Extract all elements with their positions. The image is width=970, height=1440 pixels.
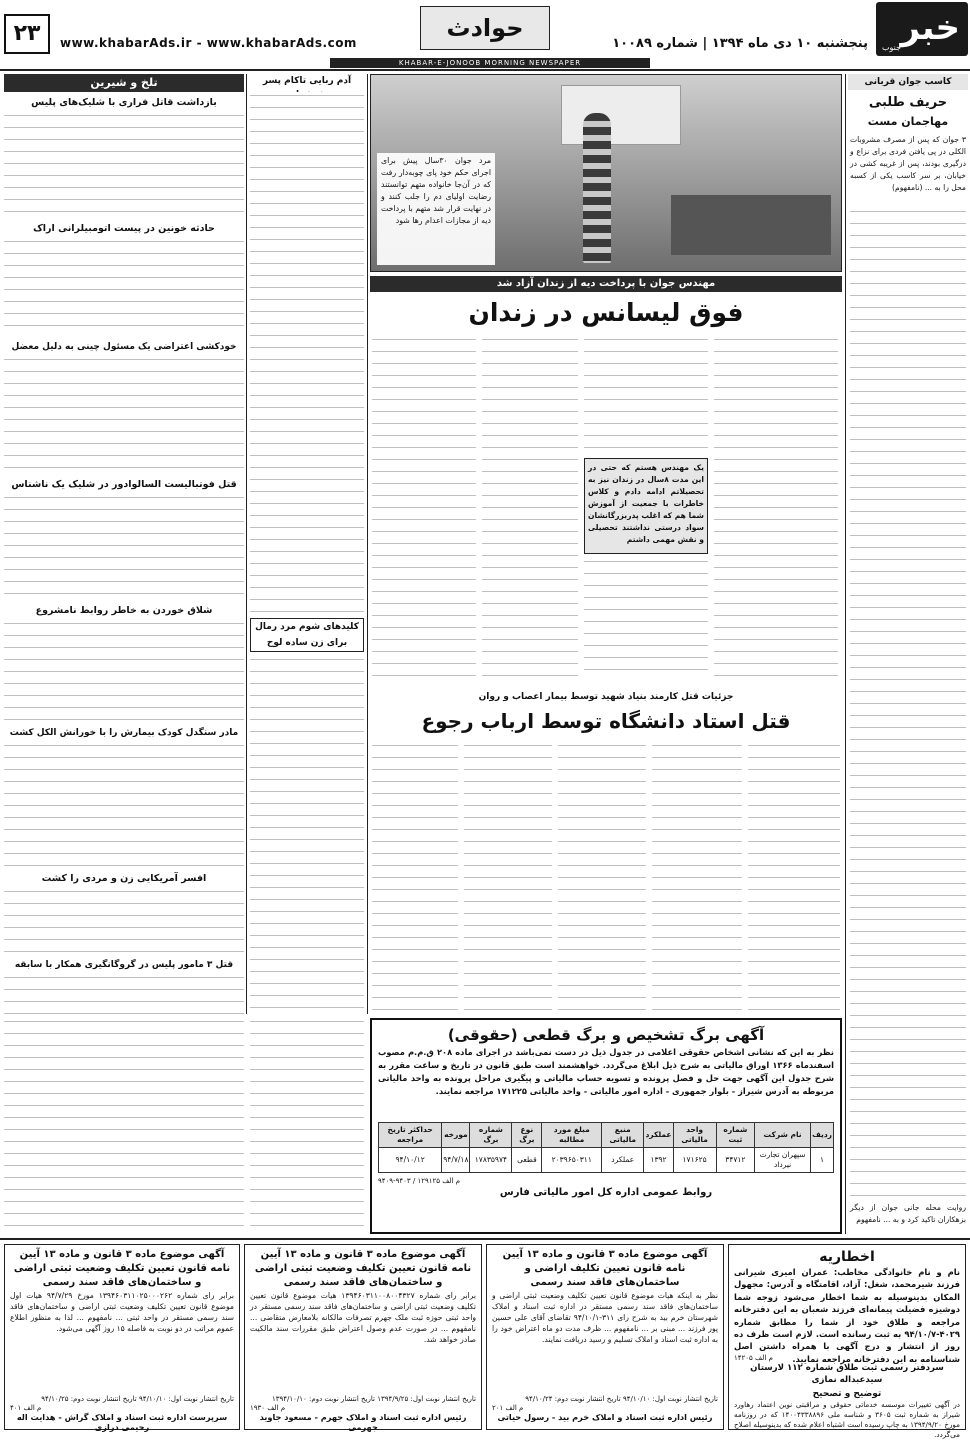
main-col-1 [714, 336, 838, 676]
ad-registry-gerash [4, 1244, 240, 1430]
english-name-bar [330, 58, 650, 68]
ad-dates: تاریخ انتشار نوبت اول: ۹۴/۱۰/۱۰ تاریخ انتشار نوبت دوم: ۹۴/۱۰/۲۴ [525, 1395, 718, 1403]
right-body-end: روایت محله جانی جوان از دیگر بزهکاران تاکید کرد و به ... نامفهوم [850, 1203, 966, 1224]
left-item-title: حادثه خونین در پیست اتومبیلرانی اراک [33, 223, 215, 234]
ad-notice-correction-body: در آگهی تغییرات موسسه خدماتی حقوقی و مراقبتی نوین اعتماد رهاورد شیراز به شماره ثبت ۳۶۰۵ و شناسه ملی ۱۴۰۰۴۳۳۸۸۹۶ که در روزنامه مورخ ۱۳۹۴/۹/۲۰ به چاپ رسیده است اشتباه اعلام شده که بدینوسیله اصلاح می‌گردد. [734, 1400, 960, 1439]
ad-body: نظر به اینکه هیات موضوع قانون تعیین تکلیف وضعیت ثبتی اراضی و ساختمان‌های فاقد سند رسمی مستقر در اداره ثبت اسناد و املاک شهرستان خرم بید به شرح رای ۳۱۱-۹۴/۱۰/۱ تقاضای آقای علی حسین پور فرزند ... مبنی بر ... نامفهوم ... ظرف مدت دو ماه اعتراض خود را به اداره ثبت اسناد و املاک تسلیم و رسید دریافت نمایند. [492, 1291, 718, 1344]
main-headline: فوق لیسانس در زندان [468, 298, 744, 327]
ad-title: آگهی موضوع ماده ۳ قانون و ماده ۱۳ آیین نامه قانون تعیین تکلیف وضعیت ثبتی اراضی و ساختمان‌های فاقد سند رسمی [13, 1249, 231, 1288]
left-item-body [4, 356, 244, 472]
col-header: منبع مالیاتی [602, 1123, 644, 1148]
right-title-1: حریف طلبی [868, 95, 948, 110]
main-story [370, 74, 842, 684]
right-kicker: کاسب جوان قربانی [848, 74, 968, 90]
col-header: شماره برگ [470, 1123, 512, 1148]
ad-signature: رئیس اداره ثبت اسناد و املاک جهرم - مسعود جاوید جهرمی [259, 1412, 467, 1432]
table-cell: ۹۴/۱۰/۱۲ [379, 1148, 442, 1173]
right-column [848, 74, 968, 1234]
tax-table-header-row [379, 1123, 834, 1148]
table-cell: ۱۷۸۳۵۹۷۴ [470, 1148, 512, 1173]
left-item-title: قتل فوتبالیست السالوادور در شلیک یک ناشناس [11, 479, 237, 490]
table-cell: ۱۳۹۲ [644, 1148, 673, 1173]
middle-left-text [250, 92, 364, 612]
photo-figure [583, 113, 611, 263]
tax-ad-title: آگهی برگ تشخیص و برگ قطعی (حقوقی) [447, 1026, 765, 1044]
ad-body: برابر رای شماره ۱۳۹۴۶۰۳۱۱۰۰۸۰۰۴۳۲۷ هیات موضوع قانون تعیین تکلیف وضعیت ثبتی اراضی و ساختمان‌های فاقد سند رسمی مستقر در واحد ثبتی حوزه ثبت ملک جهرم تصرفات مالکانه بلامعارض متقاضی ... نامفهوم ... در صورت عدم وصول اعتراض طبق مقررات سند مالکیت صادر خواهد شد. [250, 1291, 476, 1344]
col-header: مبلغ مورد مطالبه [542, 1123, 602, 1148]
second-col-5 [372, 742, 458, 1014]
photo-window [561, 85, 681, 145]
left-item-body [4, 974, 244, 1014]
logo-text: خبر [900, 8, 960, 48]
ad-body: برابر رای شماره ۱۳۹۴۶۰۳۱۱۰۲۵۰۰۰۲۶۲ مورخ ۹۴/۷/۲۹ هیات اول موضوع قانون تعیین تکلیف وضعیت ثبتی اراضی و ساختمان‌های فاقد سند رسمی مستقر در واحد ثبتی ... نامفهوم ... لذا به منظور اطلاع عموم مراتب در دو نوبت به فاصله ۱۵ روز آگهی می‌شود. [10, 1291, 234, 1333]
second-kicker: جزئیات قتل کارمند بنیاد شهید توسط بیمار اعصاب و روان [478, 692, 734, 702]
second-story [370, 690, 842, 1020]
main-col-3 [482, 336, 578, 676]
col-header: واحد مالیاتی [673, 1123, 716, 1148]
left-item-body [4, 494, 244, 598]
col-header: ردیف [811, 1123, 834, 1148]
col-header: مورخه [442, 1123, 470, 1148]
left-item-body [4, 620, 244, 720]
left-item-body [4, 888, 244, 952]
ad-dates: تاریخ انتشار نوبت اول: ۹۴/۱۰/۱۰ تاریخ انتشار نوبت دوم: ۹۴/۱۰/۲۵ [41, 1395, 234, 1403]
ad-notice-title: اخطاریه [819, 1249, 875, 1265]
left-item-title: شلاق خوردن به خاطر روابط نامشروع [35, 605, 213, 616]
col-header: نام شرکت [755, 1123, 811, 1148]
second-col-2 [652, 742, 742, 1014]
col-header: عملکرد [644, 1123, 673, 1148]
ad-registry-jahrom [244, 1244, 482, 1430]
left-column [4, 74, 244, 1014]
ad-code: م الف ۲۰۱ [492, 1404, 524, 1412]
ad-code: م الف ۴۰۱ [10, 1404, 42, 1412]
col-header: شماره ثبت [716, 1123, 754, 1148]
left-item-body [4, 112, 244, 216]
left-item-title: بازداشت قاتل فراری با شلیک‌های پلیس [31, 97, 217, 108]
tax-ad [370, 1018, 842, 1234]
main-col-2a [584, 336, 708, 454]
masthead-rule [0, 69, 970, 71]
left-item-title: افسر آمریکایی زن و مردی را کشت [41, 873, 207, 884]
ad-registry-khorrambid [486, 1244, 724, 1430]
table-cell: ۱۷۱۶۲۵ [673, 1148, 716, 1173]
right-title-2: مهاجمان مست [867, 115, 949, 128]
ad-notice-signature: سردفتر رسمی ثبت طلاق شماره ۱۱۲ لارستان سیدعبداله نمازی [750, 1363, 944, 1385]
left-continuation [4, 1018, 244, 1234]
table-cell: ۱ [811, 1148, 834, 1173]
table-cell: عملکرد [602, 1148, 644, 1173]
english-name: KHABAR-E-JONOOB MORNING NEWSPAPER [398, 59, 582, 67]
ad-title: آگهی موضوع ماده ۳ قانون و ماده ۱۳ آیین نامه قانون تعیین تکلیف وضعیت ثبتی اراضی و ساختمان‌های فاقد سند رسمی [254, 1249, 472, 1288]
main-photo [370, 74, 842, 272]
main-col-2b [584, 558, 708, 676]
photo-table [671, 195, 831, 255]
right-body-start: ۳ جوان که پس از مصرف مشروبات الکلی در پی یافتن فردی برای نزاع و درگیری بودند، پس از غریبه کشی در خیابان، بر سر کاسب یکی از کسبه محل را به ... (نامفهوم) [850, 135, 966, 192]
main-pullquote: یک مهندس هستم که حتی در این مدت ۸سال در زندان نیز به تحصیلاتم ادامه دادم و کلاس خاطرات با جمعیت از آموزش شما هم که اغلب پدربزرگانشان سواد درستی نداشتند تحصیلی و نقش مهمی داشتم [584, 458, 708, 554]
table-cell: سپهران تجارت نیرداد [755, 1148, 811, 1173]
table-row [379, 1148, 834, 1173]
ad-signature: سرپرست اداره ثبت اسناد و املاک گراش - هدایت اله رحیمی درازی [16, 1412, 228, 1432]
logo [876, 2, 968, 56]
left-item-body [4, 742, 244, 866]
col-header: حداکثر تاریخ مراجعه [379, 1123, 442, 1148]
ad-signature: رئیس اداره ثبت اسناد و املاک خرم بید - رسول حیاتی [497, 1412, 713, 1422]
table-cell: ۳۴۷۱۲ [716, 1148, 754, 1173]
section-label: حوادث [420, 6, 550, 50]
tax-ad-intro: نظر به این که نشانی اشخاص حقوقی اعلامی در جدول ذیل در دست نمی‌باشد در اجرای ماده ۲۰۸ ق.م.م مصوب اسفندماه ۱۳۶۶ اوراق مالیاتی به شرح ذیل ابلاغ می‌گردد. خواهشمند است طبق قانون در تاریخ و ساعت مقرر به شرح جدول این آگهی جهت حل و فصل پرونده و تسویه حساب مالیاتی و پیگیری مراحل پرونده به واحد مالیاتی مربوطه به آدرس شیراز - بلوار جمهوری - اداره امور مالیاتی - واحد مالیاتی ۱۷۱۲۲۵ مراجعه نمایند. [378, 1047, 834, 1096]
masthead [0, 0, 970, 66]
middle-left-box-title-2: برای زن ساده لوح [266, 638, 348, 648]
ad-notice-code: م الف ۱۴۲۰۵ [734, 1354, 773, 1362]
left-item-title: مادر سنگدل کودک بیمارش را با خورانش الکل کشت [9, 728, 239, 738]
main-kicker: مهندس جوان با پرداخت دیه از زندان آزاد شد [370, 276, 842, 292]
ad-title: آگهی موضوع ماده ۳ قانون و ماده ۱۳ آیین نامه قانون تعیین تکلیف اراضی و ساختمان‌های فاقد سند رسمی [502, 1249, 708, 1288]
left-column-divider [246, 74, 247, 1014]
ad-notice [728, 1244, 966, 1439]
left-item-title: خودکشی اعتراضی یک مسئول چینی به دلیل معضل [11, 342, 237, 352]
table-cell: ۲۰۳۹۶۵۰۳۱۱ [542, 1148, 602, 1173]
table-cell: ۹۴/۷/۱۸ [442, 1148, 470, 1173]
second-headline: قتل استاد دانشگاه توسط ارباب رجوع [421, 709, 791, 733]
middle-left-kicker: آدم ربایی تاکام پسر [262, 76, 352, 86]
date-line: پنجشنبه ۱۰ دی ماه ۱۳۹۴ | شماره ۱۰۰۸۹ [612, 36, 868, 51]
middle-left-continuation [250, 1018, 364, 1234]
ad-dates: تاریخ انتشار نوبت اول: ۱۳۹۴/۹/۲۵ تاریخ انتشار نوبت دوم: ۱۳۹۴/۱۰/۱۰ [272, 1395, 476, 1403]
tax-ad-footer: روابط عمومی اداره کل امور مالیاتی فارس [499, 1187, 713, 1198]
bottom-rule [0, 1238, 970, 1240]
left-item-body [4, 238, 244, 334]
right-column-divider [845, 74, 846, 1234]
logo-sub: جنوب [882, 43, 902, 52]
middle-left-divider [367, 74, 368, 1014]
left-item-title: قتل ۳ مامور پلیس در گروگانگیری همکار با سابقه [14, 960, 234, 970]
middle-left-column [250, 74, 364, 1014]
tax-ad-table [378, 1122, 834, 1173]
tax-ad-code: م الف ۱۲۹۱۲۵ / ۹۴۰۳-۹۴۰۹ [378, 1177, 461, 1185]
photo-caption: مرد جوان ۳۰سال پیش برای اجرای حکم خود پای چوبه‌دار رفت که در آن‌جا خانواده متهم توانستند رضایت اولیای دم را جلب کنند و در نهایت قرار شد متهم با پرداخت دیه از مجازات اعدام رها شود [377, 153, 495, 265]
page-number: ۲۳ [4, 14, 50, 54]
ad-notice-correction-title: توضیح و تصحیح [812, 1389, 882, 1399]
ad-code: م الف ۱۹۳۰ [250, 1404, 286, 1412]
middle-left-box-title [250, 618, 364, 652]
right-body-text [850, 208, 966, 1198]
middle-left-text-2 [250, 656, 364, 1012]
website[interactable]: www.khabarAds.ir - www.khabarAds.com [60, 36, 357, 50]
left-header: تلخ و شیرین [4, 74, 244, 92]
second-col-3 [558, 742, 646, 1014]
middle-left-box-title-1: کلیدهای شوم مرد رمال [255, 622, 359, 632]
table-cell: قطعی [512, 1148, 542, 1173]
col-header: نوع برگ [512, 1123, 542, 1148]
second-col-4 [464, 742, 552, 1014]
ad-notice-body: نام و نام خانوادگی مخاطب: عمران امیری شیرانی فرزند شیرمحمد، شغل: آزاد، اقامتگاه و آدرس: مجهول المکان بدینوسیله به شما اخطار می‌شود زوجه شما دوشیزه فضیلت پیمانه‌ای فرزند شعبان به این دفترخانه مراجعه و طلاق خود از شما را مطابق شماره ۴۰۲۹-۹۴/۱۰/۷ به ثبت رسانده است. لازم است ظرف ده روز از انتشار و درج آگهی با همراه داشتن اصل شناسنامه به این دفترخانه مراجعه نمایید. [734, 1267, 960, 1364]
main-col-4 [372, 336, 476, 676]
second-col-1 [748, 742, 840, 1014]
